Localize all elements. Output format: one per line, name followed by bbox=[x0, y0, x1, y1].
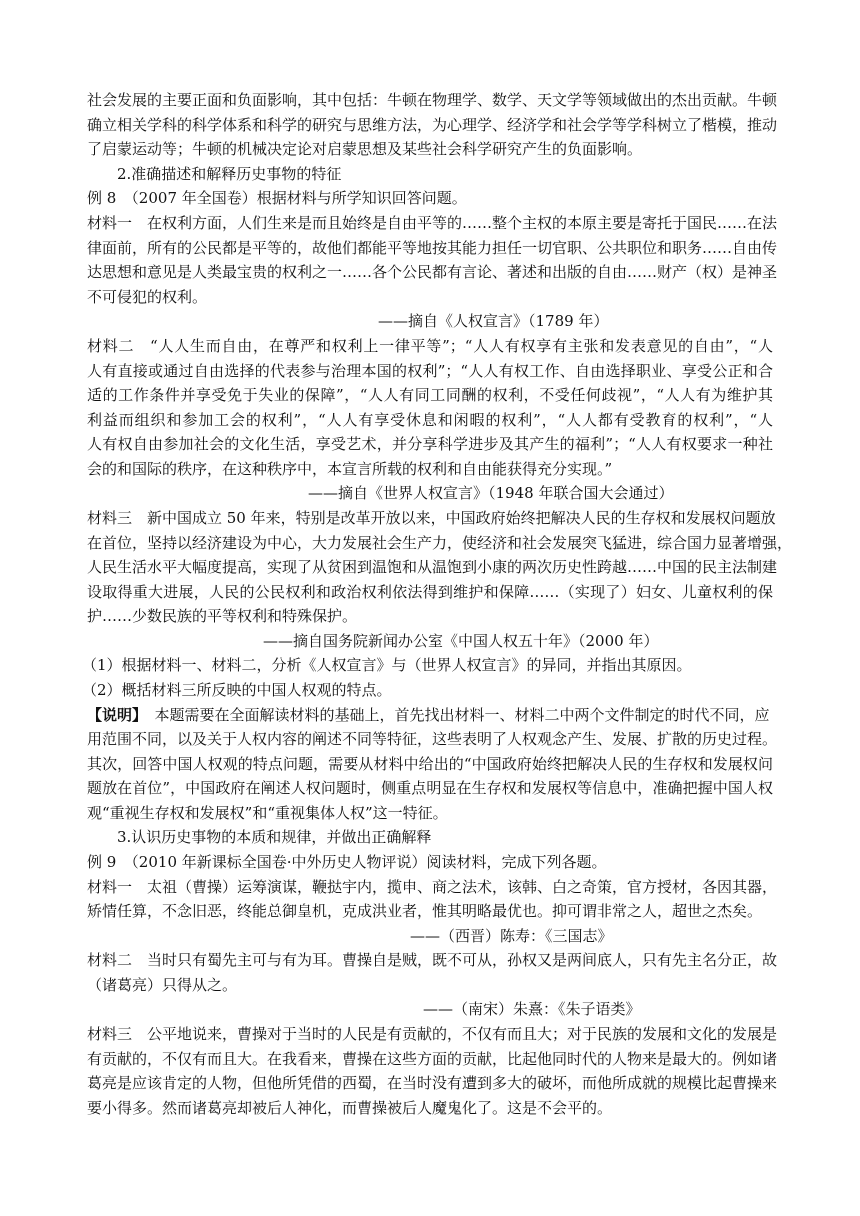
text-line: 护……少数民族的平等权利和特殊保护。 bbox=[87, 607, 358, 625]
text-line: 律面前，所有的公民都是平等的，故他们都能平等地按其能力担任一切官职、公共职位和职务……自由传 bbox=[87, 239, 778, 257]
text-line: 观“重视生存权和发展权”和“重视集体人权”这一特征。 bbox=[87, 804, 448, 822]
question-item: （2）概括材料三所反映的中国人权观的特点。 bbox=[82, 681, 392, 699]
text-line: 材料二 当时只有蜀先主可与有为耳。曹操自是贼，既不可从，孙权又是两间底人，只有先主名分正，故 bbox=[87, 951, 778, 969]
text-line: 会的和国际的秩序，在这种秩序中，本宣言所载的权利和自由能获得充分实现。” bbox=[87, 460, 613, 478]
text-line: 不可侵犯的权利。 bbox=[87, 288, 208, 306]
text-line: 利益而组织和参加工会的权利”，“人人有享受休息和闲暇的权利”，“人人都有受教育的权利”，“人 bbox=[87, 411, 773, 429]
text-line: 其次，回答中国人权观的特点问题，需要从材料中给出的“中国政府始终把解决人民的生存权和发展权问 bbox=[87, 755, 773, 773]
example-heading: 例 9 （2010 年新课标全国卷·中外历史人物评说）阅读材料，完成下列各题。 bbox=[87, 853, 607, 871]
text-line: 确立相关学科的科学体系和科学的研究与思维方法，为心理学、经济学和社会学等学科树立了楷模，推动 bbox=[87, 116, 778, 134]
text-line: 达思想和意见是人类最宝贵的权利之一……各个公民都有言论、著述和出版的自由……财产（权）是神圣 bbox=[87, 263, 778, 281]
text-line: 葛亮是应该肯定的人物，但他所凭借的西蜀，在当时没有遭到多大的破坏，而他所成就的规模比起曹操来 bbox=[87, 1074, 778, 1092]
text-line: 有贡献的，不仅有而且大。在我看来，曹操在这些方面的贡献，比起他同时代的人物来是最大的。例如诸 bbox=[87, 1050, 778, 1068]
section-heading: 2.准确描述和解释历史事物的特征 bbox=[117, 165, 342, 183]
citation: ——摘自国务院新闻办公室《中国人权五十年》（2000 年） bbox=[263, 632, 659, 650]
text-line: 材料一 在权利方面，人们生来是而且始终是自由平等的……整个主权的本原主要是寄托于国民……在法 bbox=[87, 214, 778, 232]
example-heading: 例 8 （2007 年全国卷）根据材料与所学知识回答问题。 bbox=[87, 189, 467, 207]
citation: ——摘自《世界人权宣言》（1948 年联合国大会通过） bbox=[308, 484, 674, 502]
text-line: 适的工作条件并享受免于失业的保障”，“人人有同工同酬的权利，不受任何歧视”，“人人有为维护其 bbox=[87, 386, 773, 404]
text-line: （诸葛亮）只得从之。 bbox=[87, 976, 238, 994]
text-line: 矫情任算，不念旧恶，终能总御皇机，克成洪业者，惟其明略最优也。抑可谓非常之人，超世之杰矣。 bbox=[87, 902, 763, 920]
text-line: 题放在首位”，中国政府在阐述人权问题时，侧重点明显在生存权和发展权等信息中，准确把握中国人权 bbox=[87, 779, 773, 797]
explanation-label: 【说明】 bbox=[87, 706, 140, 724]
citation: ——摘自《人权宣言》（1789 年） bbox=[378, 312, 609, 330]
text-line: 在首位，坚持以经济建设为中心，大力发展社会生产力，使经济和社会发展突飞猛进，综合国力显著增强， bbox=[87, 534, 793, 552]
text-line: 材料三 新中国成立 50 年来，特别是改革开放以来，中国政府始终把解决人民的生存权和发展权问题放 bbox=[87, 509, 776, 527]
text-line: 材料一 太祖（曹操）运筹演谋，鞭挞宇内，揽申、商之法术，该韩、白之奇策，官方授材，各因其器， bbox=[87, 878, 778, 896]
text-line: 了启蒙运动等；牛顿的机械决定论对启蒙思想及某些社会科学研究产生的负面影响。 bbox=[87, 140, 643, 158]
citation: ——（南宋）朱熹：《朱子语类》 bbox=[423, 1000, 641, 1018]
text-line: 人有权自由参加社会的文化生活，享受艺术，并分享科学进步及其产生的福利”；“人人有权要求一种社 bbox=[87, 435, 773, 453]
text-line: 要小得多。然而诸葛亮却被后人神化，而曹操被后人魔鬼化了。这是不会平的。 bbox=[87, 1099, 613, 1117]
text-line: 用范围不同，以及关于人权内容的阐述不同等特征，这些表明了人权观念产生、发展、扩散的历史过程。 bbox=[87, 730, 778, 748]
explanation-text: 本题需要在全面解读材料的基础上，首先找出材料一、材料二中两个文件制定的时代不同，应 bbox=[139, 706, 770, 724]
section-heading: 3.认识历史事物的本质和规律，并做出正确解释 bbox=[117, 828, 432, 846]
text-line: 设取得重大进展，人民的公民权利和政治权利依法得到维护和保障……（实现了）妇女、儿童权利的保 bbox=[87, 583, 773, 601]
citation: ——（西晋）陈寿：《三国志》 bbox=[410, 927, 613, 945]
text-line: 材料二 “人人生而自由，在尊严和权利上一律平等”；“人人有权享有主张和发表意见的自由”，“人 bbox=[87, 337, 773, 355]
text-line: 材料三 公平地说来，曹操对于当时的人民是有贡献的，不仅有而且大；对于民族的发展和文化的发展是 bbox=[87, 1025, 778, 1043]
text-line: 社会发展的主要正面和负面影响，其中包括：牛顿在物理学、数学、天文学等领域做出的杰出贡献。牛顿 bbox=[87, 91, 778, 109]
text-line: 人民生活水平大幅度提高，实现了从贫困到温饱和从温饱到小康的两次历史性跨越……中国的民主法制建 bbox=[87, 558, 778, 576]
explanation-line bbox=[87, 703, 773, 728]
text-line: 人有直接或通过自由选择的代表参与治理本国的权利”；“人人有权工作、自由选择职业、享受公正和合 bbox=[87, 362, 773, 380]
question-item: （1）根据材料一、材料二，分析《人权宣言》与（世界人权宣言》的异同，并指出其原因。 bbox=[82, 656, 692, 674]
